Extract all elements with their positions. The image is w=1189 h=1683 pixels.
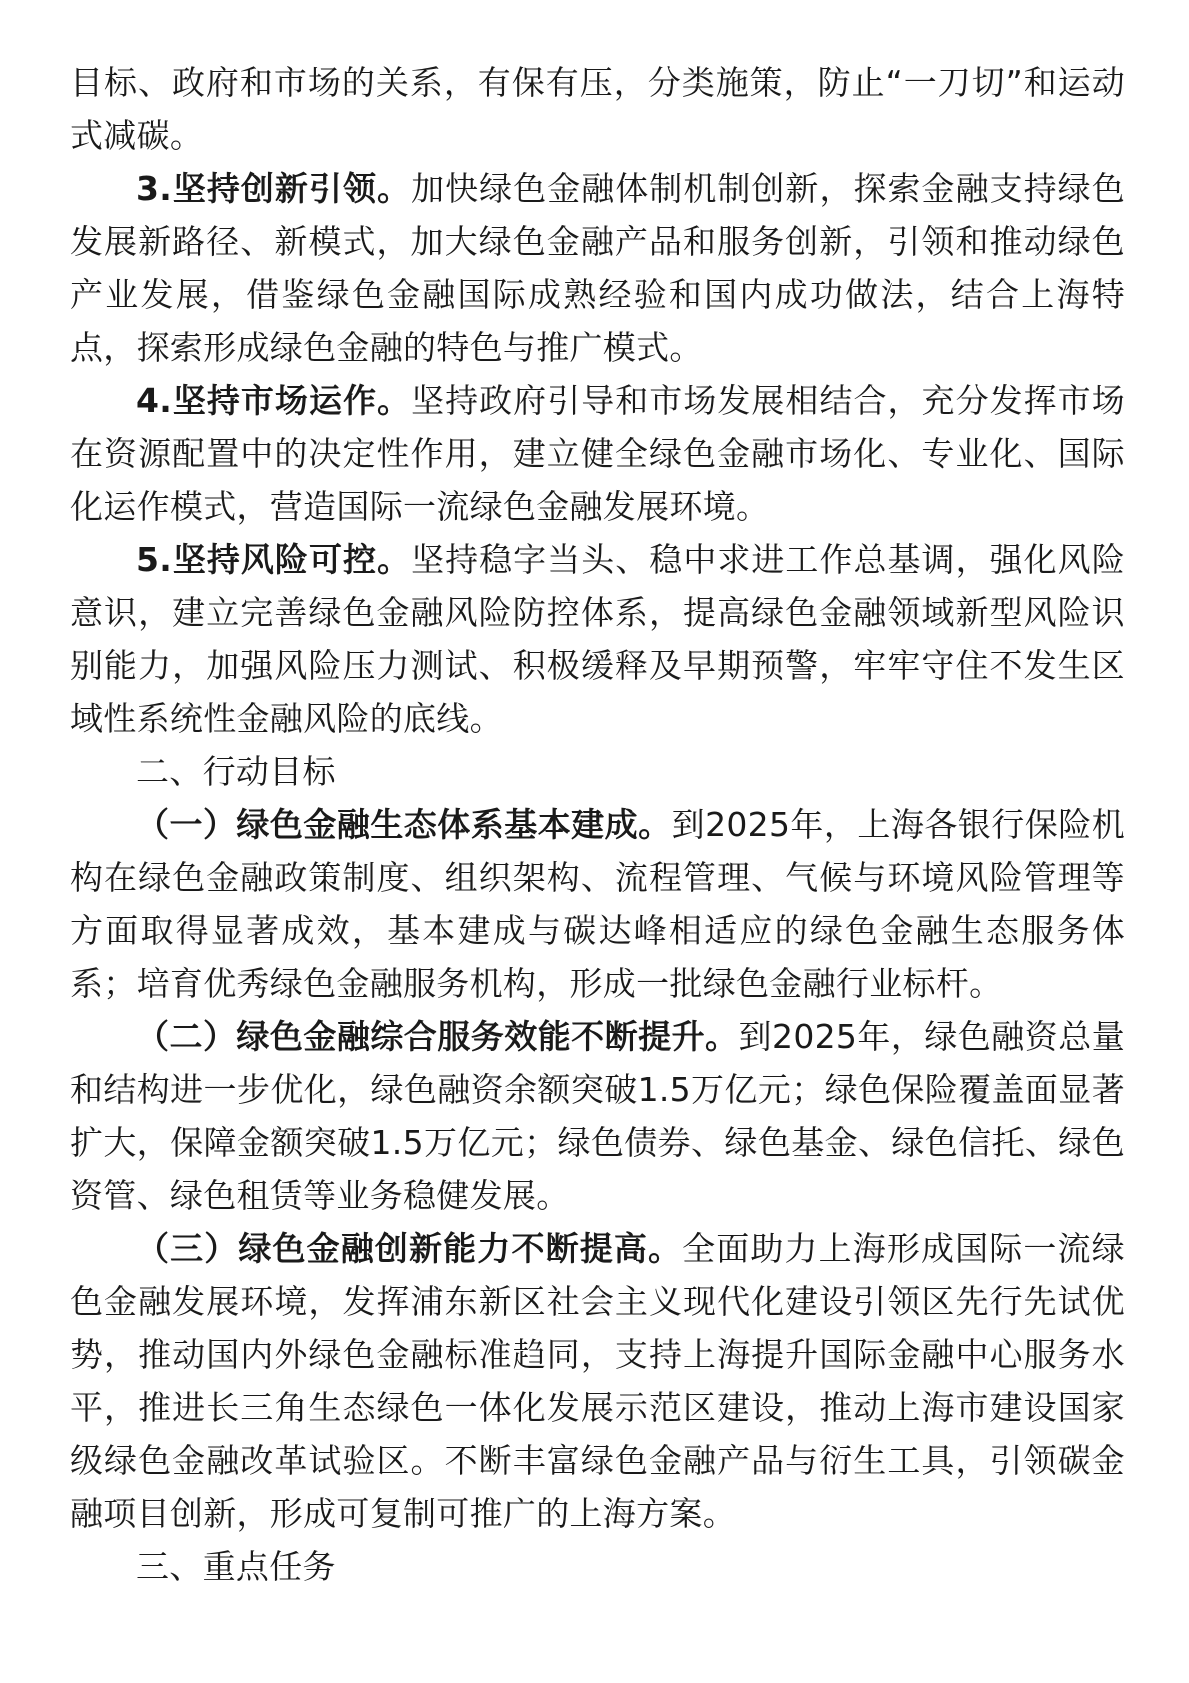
principle-paragraph-5 [70,533,1125,745]
principle-paragraph-4 [70,374,1125,533]
principle-body: 加快绿色金融体制机制创新，探索金融支持绿色发展新路径、新模式，加大绿色金融产品和服务创新，引领和推动绿色产业发展，借鉴绿色金融国际成熟经验和国内成功做法，结合上海特点，探索形成绿色金融的特色与推广模式。 [70,169,1125,367]
goal-lead: （一）绿色金融生态体系基本建成。 [136,805,672,844]
section-heading-key-tasks: 三、重点任务 [136,1547,336,1586]
goal-body: 全面助力上海形成国际一流绿色金融发展环境，发挥浦东新区社会主义现代化建设引领区先行先试优势，推动国内外绿色金融标准趋同，支持上海提升国际金融中心服务水平，推进长三角生态绿色一体化发展示范区建设，推动上海市建设国家级绿色金融改革试验区。不断丰富绿色金融产品与衍生工具，引领碳金融项目创新，形成可复制可推广的上海方案。 [70,1229,1125,1533]
intro-paragraph [70,56,1125,162]
goal-lead: （二）绿色金融综合服务效能不断提升。 [136,1017,739,1056]
document-page [70,56,1125,1593]
principle-body: 坚持政府引导和市场发展相结合，充分发挥市场在资源配置中的决定性作用，建立健全绿色金融市场化、专业化、国际化运作模式，营造国际一流绿色金融发展环境。 [70,381,1125,526]
section-heading-action-goals: 二、行动目标 [136,752,336,791]
principle-lead: 5.坚持风险可控。 [136,540,412,579]
goal-paragraph-1 [70,798,1125,1010]
goal-body: 到2025年，上海各银行保险机构在绿色金融政策制度、组织架构、流程管理、气候与环境风险管理等方面取得显著成效，基本建成与碳达峰相适应的绿色金融生态服务体系；培育优秀绿色金融服务机构，形成一批绿色金融行业标杆。 [70,805,1125,1003]
goal-body: 到2025年，绿色融资总量和结构进一步优化，绿色融资余额突破1.5万亿元；绿色保险覆盖面显著扩大，保障金额突破1.5万亿元；绿色债券、绿色基金、绿色信托、绿色资管、绿色租赁等业务稳健发展。 [70,1017,1125,1215]
intro-text: 目标、政府和市场的关系，有保有压，分类施策，防止“一刀切”和运动式减碳。 [70,63,1125,155]
principle-paragraph-3 [70,162,1125,374]
goal-paragraph-3 [70,1222,1125,1540]
goal-paragraph-2 [70,1010,1125,1222]
goal-lead: （三）绿色金融创新能力不断提高。 [136,1229,683,1268]
principle-lead: 3.坚持创新引领。 [136,169,412,208]
principle-body: 坚持稳字当头、稳中求进工作总基调，强化风险意识，建立完善绿色金融风险防控体系，提高绿色金融领域新型风险识别能力，加强风险压力测试、积极缓释及早期预警，牢牢守住不发生区域性系统性金融风险的底线。 [70,540,1125,738]
principle-lead: 4.坚持市场运作。 [136,381,412,420]
